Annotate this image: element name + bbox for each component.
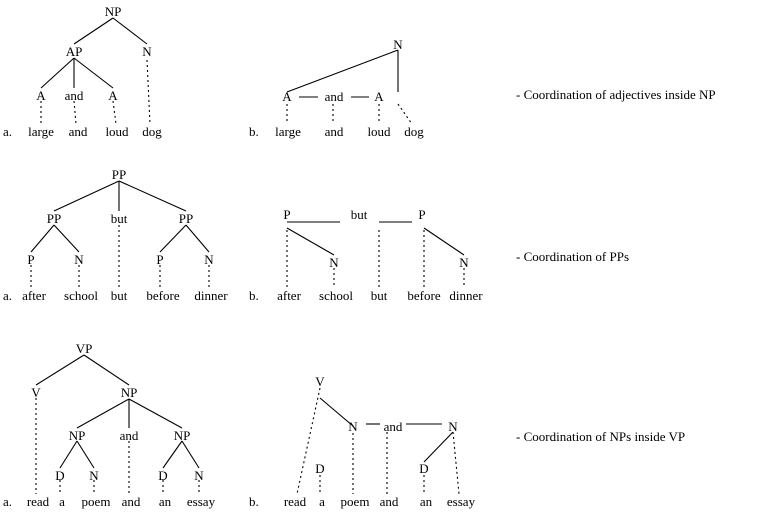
- node-pp-a-n2: N: [204, 252, 214, 267]
- node-vp-b-n2: N: [448, 419, 458, 434]
- node-pp-a-pp1: PP: [46, 211, 62, 226]
- word-pp-b-3: but: [370, 288, 388, 303]
- word-vp-b-3: poem: [340, 494, 370, 509]
- word-pp-a-3: but: [110, 288, 128, 303]
- word-pp-a-4: before: [146, 288, 180, 303]
- word-vp-a-4: and: [121, 494, 141, 509]
- node-np-a-root: NP: [104, 4, 122, 19]
- word-vp-a-2: a: [59, 494, 65, 509]
- word-pp-a-1: after: [22, 288, 46, 303]
- node-vp-b-d1: D: [315, 461, 325, 476]
- word-vp-a-6: essay: [186, 494, 216, 509]
- node-pp-a-p1: P: [27, 252, 35, 267]
- word-np-b-1: large: [275, 124, 301, 139]
- node-pp-a-pp2: PP: [178, 211, 194, 226]
- node-vp-a-d1: D: [55, 468, 65, 483]
- word-np-a-2: and: [68, 124, 88, 139]
- node-np-b-and: and: [324, 89, 344, 104]
- node-vp-a-np: NP: [120, 385, 138, 400]
- node-vp-a-root: VP: [75, 341, 93, 356]
- node-vp-b-n1: N: [348, 419, 358, 434]
- word-pp-b-4: before: [407, 288, 441, 303]
- word-vp-b-6: essay: [446, 494, 476, 509]
- word-vp-b-1: read: [283, 494, 307, 509]
- node-vp-a-v: V: [31, 385, 41, 400]
- node-vp-a-and: and: [119, 428, 139, 443]
- word-pp-b-5: dinner: [449, 288, 483, 303]
- node-np-b-a2: A: [374, 89, 384, 104]
- node-vp-a-np1: NP: [68, 428, 86, 443]
- node-vp-b-and: and: [383, 419, 403, 434]
- node-vp-b-d2: D: [419, 461, 429, 476]
- node-np-a-ap: AP: [65, 44, 83, 59]
- node-pp-b-p1: P: [283, 207, 291, 222]
- word-vp-b-2: a: [319, 494, 325, 509]
- word-pp-a-5: dinner: [194, 288, 228, 303]
- node-pp-b-p2: P: [418, 207, 426, 222]
- node-vp-a-n1: N: [89, 468, 99, 483]
- word-np-b-4: dog: [404, 124, 424, 139]
- node-pp-a-p2: P: [156, 252, 164, 267]
- node-np-a-and: and: [64, 88, 84, 103]
- node-pp-a-root: PP: [111, 167, 127, 182]
- node-vp-a-np2: NP: [173, 428, 191, 443]
- word-np-b-3: loud: [367, 124, 391, 139]
- node-pp-b-but: but: [350, 207, 368, 222]
- node-np-b-root: N: [393, 37, 403, 52]
- word-np-a-4: dog: [142, 124, 162, 139]
- node-np-a-a1: A: [36, 88, 46, 103]
- word-pp-b-1: after: [277, 288, 301, 303]
- word-pp-a-2: school: [64, 288, 98, 303]
- word-vp-a-5: an: [158, 494, 172, 509]
- word-np-b-2: and: [324, 124, 344, 139]
- variant-label-pp-b: b.: [249, 288, 259, 303]
- word-pp-b-2: school: [319, 288, 353, 303]
- node-vp-a-d2: D: [158, 468, 168, 483]
- variant-label-pp-a: a.: [3, 288, 13, 303]
- node-np-a-a2: A: [108, 88, 118, 103]
- caption-row-np: - Coordination of adjectives inside NP: [516, 87, 716, 102]
- word-np-a-1: large: [28, 124, 54, 139]
- word-vp-a-1: read: [26, 494, 50, 509]
- node-np-b-a1: A: [282, 89, 292, 104]
- caption-row-vp: - Coordination of NPs inside VP: [516, 429, 686, 444]
- node-vp-b-v: V: [315, 374, 325, 389]
- word-vp-a-3: poem: [81, 494, 111, 509]
- variant-label-np-b: b.: [249, 124, 259, 139]
- node-np-a-n: N: [142, 44, 152, 59]
- variant-label-np-a: a.: [3, 124, 13, 139]
- node-vp-a-n2: N: [194, 468, 204, 483]
- variant-label-vp-b: b.: [249, 494, 259, 509]
- node-pp-a-but: but: [110, 211, 128, 226]
- node-pp-b-n1: N: [329, 255, 339, 270]
- node-pp-a-n1: N: [74, 252, 84, 267]
- word-vp-b-5: an: [419, 494, 433, 509]
- caption-row-pp: - Coordination of PPs: [516, 249, 630, 264]
- variant-label-vp-a: a.: [3, 494, 13, 509]
- word-vp-b-4: and: [379, 494, 399, 509]
- word-np-a-3: loud: [105, 124, 129, 139]
- node-pp-b-n2: N: [459, 255, 469, 270]
